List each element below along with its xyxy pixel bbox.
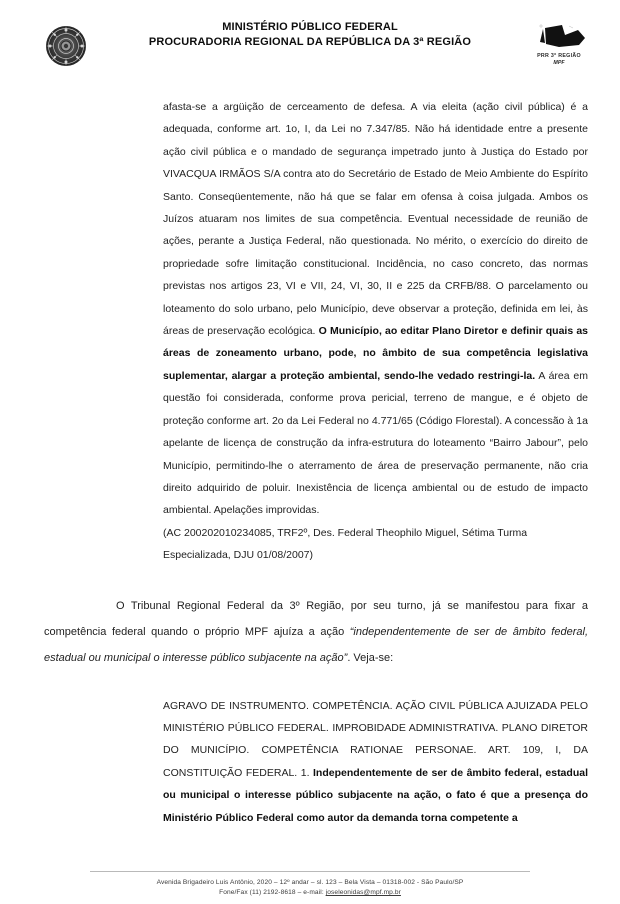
quote-2-text-caps: AGRAVO DE INSTRUMENTO. COMPETÊNCIA. AÇÃO CIVIL PÚBLICA AJUIZADA PELO MINISTÉRIO PÚBLICO FEDERAL. IMPROBIDADE ADMINISTRATIVA. PLANO DIRETOR DO MUNICÍPIO. COMPETÊNCIA RATIONAE PERSONAE. ART. 109, I, DA CONSTITUIÇÃO FEDERAL. 1. (163, 699, 588, 779)
prr-logo (516, 22, 602, 66)
document-header (0, 0, 620, 82)
document-content (0, 96, 620, 829)
main-paragraph-part-2: . Veja-se: (347, 651, 394, 664)
main-paragraph-quoted-italic: “independentemente de ser de âmbito federal, estadual ou municipal o interesse público subjacente na ação” (44, 625, 588, 664)
quote-1-text-part-1: afasta-se a argüição de cerceamento de defesa. A via eleita (ação civil pública) é a adequada, conforme art. 1o, I, da Lei no 7.347/85. Não há identidade entre a presente ação civil pública e o mandado de segurança impetrado junto à Justiça do Estado por VIVACQUA IRMÃOS S/A contra ato do Secretário de Estado de Meio Ambiente do Espírito Santo. Conseqüentemente, não há que se falar em ofensa à coisa julgada. Ambos os Juízos atuaram nos limites de sua competência. Eventual necessidade de reunião de ações, perante a Justiça Federal, não questionada. No mérito, o exercício do direito de propriedade sofre limitação constitucional. Incidência, no caso concreto, das normas previstas nos artigos 23, VI e VII, 24, VI, 30, II e 225 da CRFB/88. O parcelamento ou loteamento do solo urbano, pelo Município, deve observar a proteção, definida em lei, às áreas de preservação ecológica. (163, 101, 588, 338)
main-paragraph-part-1: O Tribunal Regional Federal da 3º Região, por seu turno, já se manifestou para fixar a competência federal quando o próprio MPF ajuíza a ação (44, 599, 588, 638)
quote-2-text-bold: Independentemente de ser de âmbito federal, estadual ou municipal o interesse público subjacente na ação, o fato é que a presença do Ministério Público Federal como autor da demanda torna competente a (163, 766, 588, 824)
footer-contact (0, 888, 620, 898)
quoted-ementa-block-1 (163, 96, 588, 567)
prr-logo-caption-region: PRR 3ª REGIÃO (537, 53, 581, 59)
quote-1-paragraph (163, 96, 588, 522)
quote-2-paragraph (163, 695, 588, 829)
quote-1-citation: (AC 200202010234085, TRF2º, Des. Federal Theophilo Miguel, Sétima Turma Especializada, DJU 01/08/2007) (163, 526, 528, 562)
footer-email-link[interactable]: joseleonidas@mpf.mp.br (325, 889, 401, 896)
footer-phone-label: Fone/Fax (11) 2192-8618 – e-mail: (219, 889, 326, 896)
prr-map-flag-icon (529, 22, 589, 52)
header-title-ministry: MINISTÉRIO PÚBLICO FEDERAL (222, 21, 398, 33)
main-paragraph (44, 593, 588, 671)
brazil-coat-of-arms-icon (44, 24, 88, 68)
quote-1-text-bold: O Município, ao editar Plano Diretor e definir quais as áreas de zoneamento urbano, pode, no âmbito de sua competência legislativa suplementar, alargar a proteção ambiental, sendo-lhe vedado restringi-la. (163, 325, 588, 382)
header-title-office: PROCURADORIA REGIONAL DA REPÚBLICA DA 3ª REGIÃO (148, 36, 472, 48)
footer-divider (90, 871, 530, 872)
prr-logo-caption-mpf: MPF (553, 59, 565, 66)
footer-address: Avenida Brigadeiro Luis Antônio, 2020 – 12º andar – sl. 123 – Bela Vista – 01318-002 - São Paulo/SP (156, 879, 464, 886)
document-footer (0, 871, 620, 898)
quote-1-text-part-2: A área em questão foi considerada, conforme prova pericial, terreno de mangue, e é objeto de proteção conforme art. 2o da Lei Federal no 4.771/65 (Código Florestal). A concessão à 1a apelante de licença de construção da infra-estrutura do loteamento “Bairro Jabour”, pelo Município, permitindo-lhe o aterramento de área de preservação permanente, não cria direito adquirido de poluir. Inexistência de licença ambiental ou de estudo de impacto ambiental. Apelações improvidas. (163, 369, 589, 517)
quoted-ementa-block-2 (163, 695, 588, 829)
